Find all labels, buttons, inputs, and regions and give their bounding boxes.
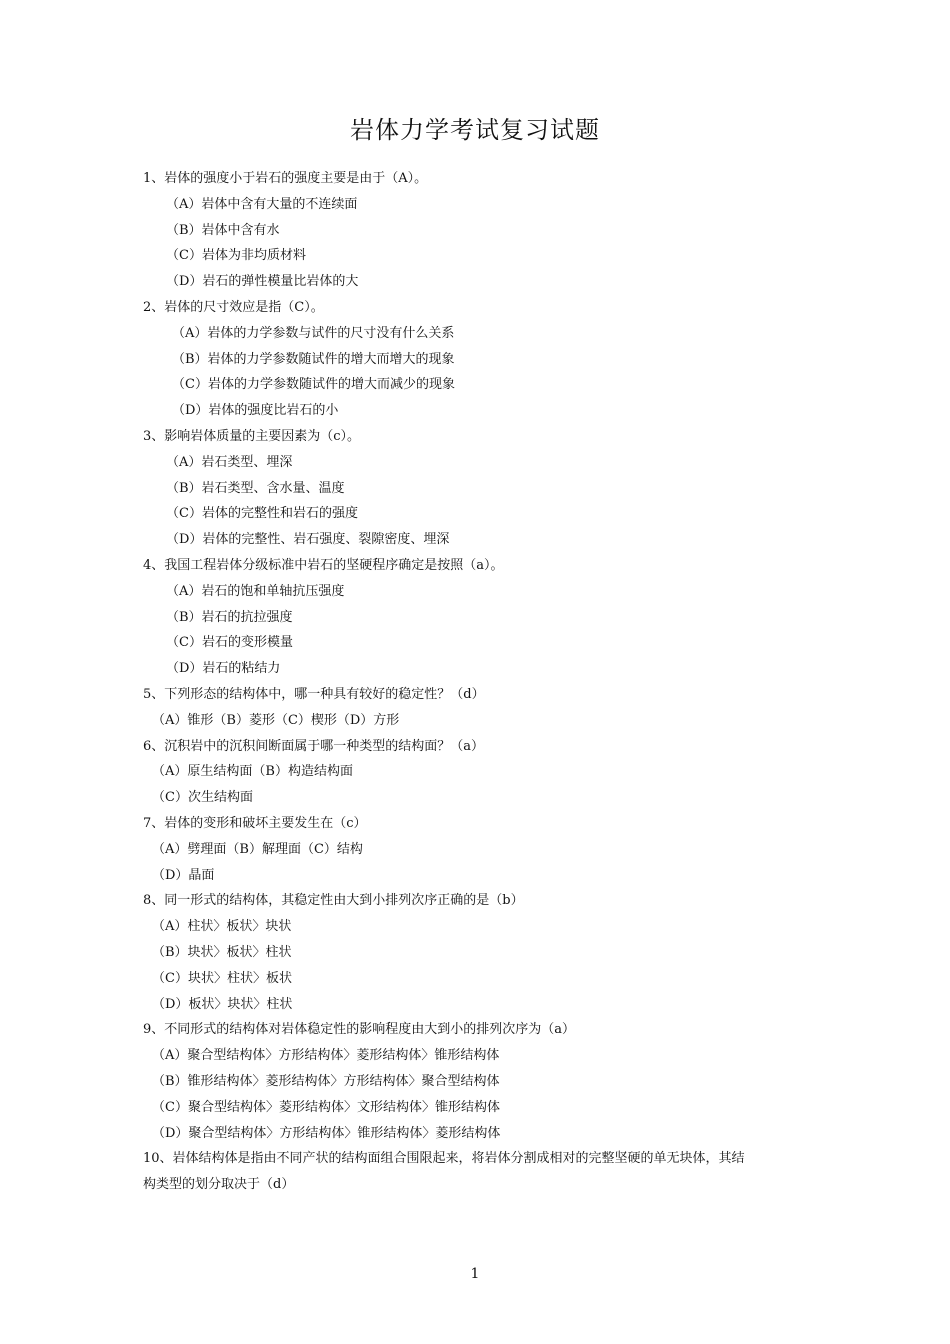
answer-option: （C）次生结构面	[152, 790, 253, 805]
question-stem: 10、岩体结构体是指由不同产状的结构面组合围限起来，将岩体分割成相对的完整坚硬的单无块体，其结	[143, 1151, 745, 1166]
answer-option: （A）柱状〉板状〉块状	[152, 919, 292, 934]
answer-option: （B）锥形结构体〉菱形结构体〉方形结构体〉聚合型结构体	[152, 1074, 500, 1089]
answer-option: （C）岩体的完整性和岩石的强度	[166, 506, 358, 521]
question-stem: 4、我国工程岩体分级标准中岩石的坚硬程序确定是按照（a）。	[143, 558, 504, 573]
answer-option: （D）晶面	[152, 868, 215, 883]
answer-option: （A）锥形（B）菱形（C）楔形（D）方形	[152, 713, 400, 728]
answer-option: （C）岩石的变形模量	[166, 635, 293, 650]
answer-option: （A）岩体中含有大量的不连续面	[166, 197, 358, 212]
question-stem: 3、影响岩体质量的主要因素为（c）。	[143, 429, 361, 444]
answer-option: （C）岩体为非均质材料	[166, 248, 306, 263]
question-stem: 6、沉积岩中的沉积间断面属于哪一种类型的结构面？（a）	[143, 739, 485, 754]
answer-option: （A）原生结构面（B）构造结构面	[152, 764, 353, 779]
question-stem: 8、同一形式的结构体，其稳定性由大到小排列次序正确的是（b）	[143, 893, 524, 908]
answer-option: （C）块状〉柱状〉板状	[152, 971, 292, 986]
answer-option: （D）岩石的粘结力	[166, 661, 281, 676]
answer-option: （C）聚合型结构体〉菱形结构体〉文形结构体〉锥形结构体	[152, 1100, 500, 1115]
answer-option: （D）板状〉块状〉柱状	[152, 997, 293, 1012]
answer-option: （B）岩石类型、含水量、温度	[166, 481, 345, 496]
answer-option: （D）岩体的完整性、岩石强度、裂隙密度、埋深	[166, 532, 450, 547]
page-title: 岩体力学考试复习试题	[350, 116, 600, 144]
question-stem: 7、岩体的变形和破坏主要发生在（c）	[143, 816, 367, 831]
question-stem: 5、下列形态的结构体中，哪一种具有较好的稳定性？（d）	[143, 687, 485, 702]
question-stem: 9、不同形式的结构体对岩体稳定性的影响程度由大到小的排列次序为（a）	[143, 1022, 576, 1037]
page-number: 1	[470, 1266, 480, 1282]
answer-option: （B）岩体的力学参数随试件的增大而增大的现象	[172, 352, 455, 367]
answer-option: （B）块状〉板状〉柱状	[152, 945, 292, 960]
question-stem: 1、岩体的强度小于岩石的强度主要是由于（A）。	[143, 171, 428, 186]
answer-option: （D）岩石的弹性模量比岩体的大	[166, 274, 359, 289]
question-stem: 2、岩体的尺寸效应是指（C）。	[143, 300, 324, 315]
answer-option: （D）岩体的强度比岩石的小	[172, 403, 339, 418]
answer-option: （C）岩体的力学参数随试件的增大而减少的现象	[172, 377, 455, 392]
question-stem: 构类型的划分取决于（d）	[143, 1177, 295, 1192]
answer-option: （B）岩体中含有水	[166, 223, 280, 238]
answer-option: （D）聚合型结构体〉方形结构体〉锥形结构体〉菱形结构体	[152, 1126, 501, 1141]
answer-option: （B）岩石的抗拉强度	[166, 610, 293, 625]
answer-option: （A）岩石的饱和单轴抗压强度	[166, 584, 345, 599]
answer-option: （A）岩石类型、埋深	[166, 455, 293, 470]
answer-option: （A）劈理面（B）解理面（C）结构	[152, 842, 363, 857]
answer-option: （A）聚合型结构体〉方形结构体〉菱形结构体〉锥形结构体	[152, 1048, 500, 1063]
answer-option: （A）岩体的力学参数与试件的尺寸没有什么关系	[172, 326, 455, 341]
